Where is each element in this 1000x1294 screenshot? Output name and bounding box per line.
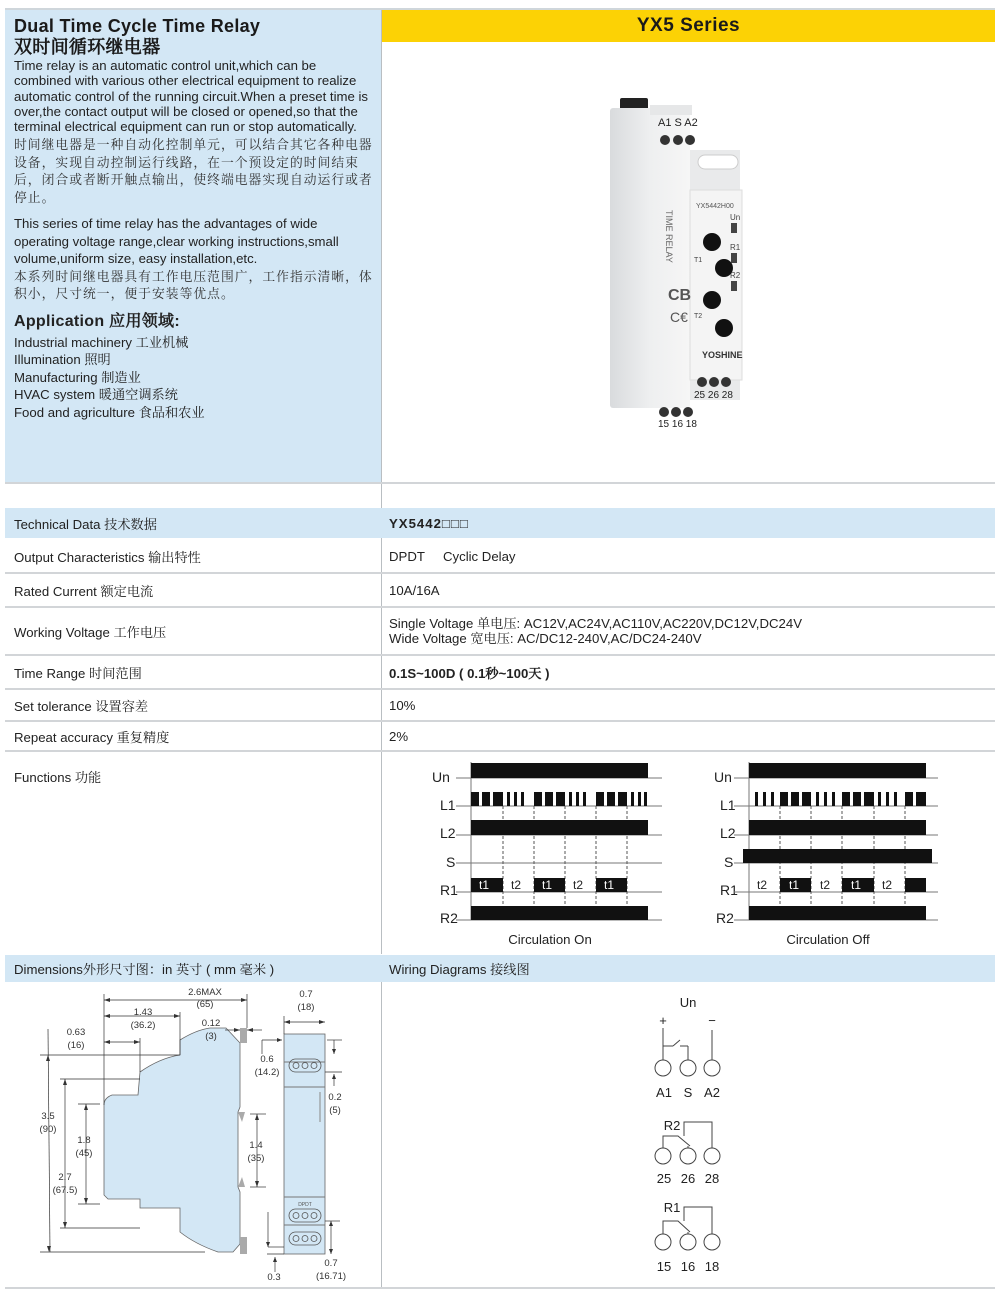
signal-s-label: S [724, 854, 734, 870]
dim-width-063-mm: (16) [67, 1040, 85, 1051]
signal-r1-label: R1 [440, 882, 458, 898]
timing-diagram-circulation-on [432, 758, 672, 930]
signal-l1-label: L1 [720, 797, 736, 813]
terminal-a1-label: A1 [656, 1085, 672, 1100]
terminal-15-label: 15 [656, 1259, 672, 1274]
dim-width-012-mm: (3) [205, 1031, 217, 1042]
dim-side-06-mm: (14.2) [254, 1067, 280, 1078]
t1-label: t1 [542, 878, 553, 892]
terminal-s-label: S [683, 1085, 693, 1100]
dim-side-03: 0.3 [267, 1272, 281, 1283]
application-title: Application 应用领域: [14, 312, 180, 330]
terminal-a2-label: A2 [704, 1085, 720, 1100]
product-model-label: YX5442H00 [696, 203, 734, 210]
terminal-28-label: 28 [704, 1171, 720, 1186]
signal-l2-label: L2 [440, 825, 456, 841]
dim-side-07b: 0.7 [324, 1258, 338, 1269]
row-value: DPDT Cyclic Delay [389, 548, 516, 564]
row-label: Set tolerance 设置容差 [14, 698, 149, 714]
row-value: 2% [389, 728, 409, 744]
dimensions-wiring-header [5, 955, 995, 982]
dim-height-14: 1.4 [249, 1140, 263, 1151]
intro-paragraph-cn: 时间继电器是一种自动化控制单元，可以结合其它各种电器设备，实现自动控制运行线路，在一个预设定的时间结束后，闭合或者断开触点输出，使终端电器实现自动运行或者停止。 [14, 137, 373, 205]
single-voltage-value: Single Voltage 单电压: AC12V,AC24V,AC110V,AC220V,DC12V,DC24V [389, 616, 802, 631]
circulation-on-caption: Circulation On [508, 932, 592, 947]
signal-r2-label: R2 [440, 910, 458, 926]
row-label: Output Characteristics 输出特性 [14, 549, 201, 565]
product-mid-terminals: 25 26 28 [694, 390, 733, 401]
t1-label: t1 [604, 878, 615, 892]
terminal-18-label: 18 [704, 1259, 720, 1274]
tech-header-row [5, 508, 995, 538]
dim-height-18: 1.8 [77, 1135, 91, 1146]
minus-sign: − [708, 1013, 716, 1028]
terminal-16-label: 16 [680, 1259, 696, 1274]
svg-text:C€: C€ [670, 309, 688, 325]
t2-label: t2 [511, 878, 522, 892]
relay-r1-label: R1 [663, 1200, 681, 1215]
signal-r2-label: R2 [716, 910, 734, 926]
product-led-r1: R1 [730, 243, 741, 252]
wiring-diagram [640, 988, 740, 1280]
tech-header-model: YX5442□□□ [389, 515, 469, 531]
circulation-off-caption: Circulation Off [786, 932, 870, 947]
dim-side-07: 0.7 [299, 989, 313, 1000]
table-row [5, 574, 995, 606]
dimensions-label-text: Dimensions外形尺寸图：in 英寸 ( mm 毫米 ) [14, 962, 275, 977]
t1-label: t1 [851, 878, 862, 892]
signal-l1-label: L1 [440, 797, 456, 813]
signal-un-label: Un [432, 769, 450, 785]
supply-label: Un [679, 995, 697, 1010]
signal-un-label: Un [714, 769, 732, 785]
t2-label: t2 [882, 878, 893, 892]
dimensions-label [5, 959, 381, 978]
dim-height-14-mm: (35) [247, 1153, 265, 1164]
signal-l2-label: L2 [720, 825, 736, 841]
row-label: Working Voltage 工作电压 [14, 624, 167, 640]
advantages-paragraph-cn: 本系列时间继电器具有工作电压范围广，工作指示清晰，体积小，尺寸统一，便于安装等优点。 [14, 268, 373, 302]
title-cn: 双时间循环继电器 [14, 37, 161, 57]
product-brand: YOSHINE [702, 350, 743, 360]
application-item: Industrial machinery 工业机械 [14, 334, 189, 350]
product-led-un: Un [730, 213, 741, 222]
dim-width-143-mm: (36.2) [130, 1020, 156, 1031]
title-en: Dual Time Cycle Time Relay [14, 16, 261, 36]
wiring-label [381, 959, 530, 978]
t2-label: t2 [757, 878, 768, 892]
plus-sign: + [659, 1013, 667, 1028]
dim-width-143: 1.43 [133, 1007, 153, 1018]
row-value: 10% [389, 697, 416, 713]
t1-label: t1 [479, 878, 490, 892]
dim-side-07b-mm: (16.71) [315, 1271, 347, 1282]
tech-header-label: Technical Data 技术数据 [14, 516, 157, 532]
dpdt-tag: DPDT [298, 1202, 312, 1208]
table-row [5, 690, 995, 720]
wiring-label-text: Wiring Diagrams 接线图 [389, 962, 530, 977]
svg-text:CB: CB [668, 287, 692, 304]
product-top-terminals: A1 S A2 [658, 117, 698, 129]
application-list [14, 334, 373, 422]
relay-r2-label: R2 [663, 1118, 681, 1133]
timing-diagram-circulation-off [710, 758, 950, 930]
application-item: Illumination 照明 [14, 352, 111, 368]
dimensions-drawing [0, 982, 380, 1287]
terminal-25-label: 25 [656, 1171, 672, 1186]
terminal-26-label: 26 [680, 1171, 696, 1186]
application-item: Food and agriculture 食品和农业 [14, 404, 205, 420]
t2-label: t2 [820, 878, 831, 892]
dim-height-27: 2.7 [58, 1172, 72, 1183]
product-led-r2: R2 [730, 271, 741, 280]
row-divider [5, 750, 995, 752]
product-knob-t1: T1 [694, 257, 703, 264]
signal-r1-label: R1 [720, 882, 738, 898]
dim-height-35-mm: (90) [39, 1124, 57, 1135]
signal-s-label: S [446, 854, 456, 870]
advantages-paragraph-en: This series of time relay has the advantages of wide operating voltage range,clear working instructions,small volume,uniform size, easy installation,etc. [14, 216, 339, 267]
row-label: Rated Current 额定电流 [14, 583, 154, 599]
row-value: 0.1S~100D ( 0.1秒~100天 ) [389, 665, 550, 681]
t2-label: t2 [573, 878, 584, 892]
dim-width-max: 2.6MAX [188, 987, 222, 998]
dim-height-18-mm: (45) [75, 1148, 93, 1159]
dim-width-063: 0.63 [66, 1027, 86, 1038]
application-item: HVAC system 暖通空调系统 [14, 387, 178, 403]
t1-label: t1 [789, 878, 800, 892]
functions-label: Functions 功能 [14, 770, 102, 785]
row-value [381, 616, 802, 646]
dim-side-07-mm: (18) [297, 1002, 315, 1013]
column-divider [381, 10, 382, 482]
wide-voltage-value: Wide Voltage 宽电压: AC/DC12-240V,AC/DC24-240V [389, 631, 702, 646]
product-side-text: TIME RELAY [664, 210, 674, 263]
product-image [590, 90, 790, 430]
dim-width-012: 0.12 [201, 1018, 221, 1029]
dim-side-02: 0.2 [328, 1092, 342, 1103]
bottom-rule [5, 1287, 995, 1289]
row-label: Repeat accuracy 重复精度 [14, 729, 170, 745]
intro-paragraph-en: Time relay is an automatic control unit,which can be combined with various other electrical equipment to realize automatic control of the running circuit.When a preset time is over,the contact output will be closed or opened,so that the terminal electrical equipment can run or stop automatically. [14, 58, 369, 135]
dim-height-35: 3.5 [41, 1111, 55, 1122]
table-top-rule [5, 482, 995, 484]
bottom-column-divider [381, 982, 382, 1287]
product-knob-t2: T2 [694, 313, 703, 320]
row-label: Time Range 时间范围 [14, 665, 142, 681]
product-bottom-terminals: 15 16 18 [658, 419, 697, 430]
table-row [5, 608, 995, 654]
table-row [5, 656, 995, 688]
dim-height-27-mm: (67.5) [52, 1185, 78, 1196]
intro-panel [5, 10, 381, 482]
dim-width-max-mm: (65) [196, 999, 214, 1010]
table-row [5, 540, 995, 572]
table-row [5, 722, 995, 750]
series-banner: YX5 Series [382, 10, 995, 42]
row-value: 10A/16A [389, 582, 440, 598]
dim-side-02-mm: (5) [329, 1105, 341, 1116]
dim-side-06: 0.6 [260, 1054, 274, 1065]
application-item: Manufacturing 制造业 [14, 369, 141, 385]
